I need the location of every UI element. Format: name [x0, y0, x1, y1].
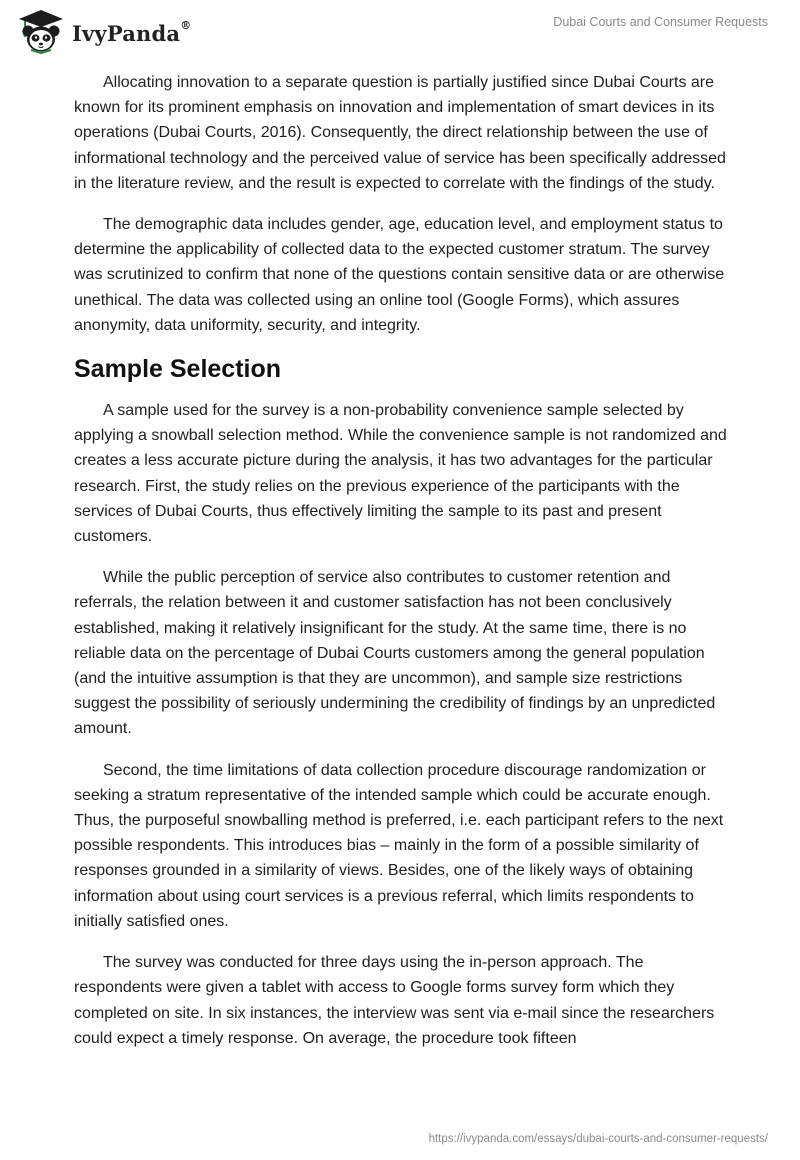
paragraph: Allocating innovation to a separate question is partially justified since Dubai Courts are known for its prominent emphasis on innovation and implementation of smart devices in its operations (Dubai Courts, 2016). Consequently, the direct relationship between the use of informational technology and the perceived value of service has been specifically addressed in the literature review, and the result is expected to correlate with the findings of the study. [74, 74, 726, 192]
paragraph: The survey was conducted for three days using the in-person approach. The respondents were given a tablet with access to Google forms survey form which they completed on site. In six instances, the interview was sent via e-mail since the researchers could expect a timely response. On average, the procedure took fifteen [74, 954, 715, 1047]
paragraph: The demographic data includes gender, age, education level, and employment status to determine the applicability of collected data to the expected customer stratum. The survey was scrutinized to confirm that none of the questions contain sensitive data or are otherwise unethical. The data was collected using an online tool (Google Forms), which assures anonymity, data uniformity, security, and integrity. [74, 216, 725, 334]
panda-graduate-icon [16, 8, 66, 54]
paragraph: Second, the time limitations of data collection procedure discourage randomization or seeking a stratum representative of the intended sample which could be accurate enough. Thus, the purposeful snowballing method is preferred, i.e. each participant refers to the next possible respondents. This introduces bias – mainly in the form of a possible similarity of responses grounded in a similarity of views. Besides, one of the likely ways of obtaining information about using court services is a previous referral, which limits respondents to initially satisfied ones. [74, 761, 724, 930]
paragraph: A sample used for the survey is a non-probability convenience sample selected by applying a snowball selection method. While the convenience sample is not randomized and creates a less accurate picture during the analysis, it has two advantages for the particular research. First, the study relies on the previous experience of the participants with the services of Dubai Courts, thus effectively limiting the sample to its past and present customers. [74, 402, 727, 546]
ivypanda-logo[interactable] [16, 8, 191, 54]
source-url[interactable]: https://ivypanda.com/essays/dubai-courts-and-consumer-requests/ [428, 1133, 768, 1145]
section-heading: Sample Selection [74, 355, 282, 384]
document-title: Dubai Courts and Consumer Requests [553, 15, 768, 29]
registered-mark: ® [180, 18, 192, 32]
brand-name: IvyPanda® [72, 18, 192, 46]
page-header [0, 0, 800, 62]
essay-content [74, 70, 734, 1067]
paragraph: While the public perception of service also contributes to customer retention and referrals, the relation between it and customer satisfaction has not been conclusively established, making it relatively insignificant for the study. At the same time, there is no reliable data on the percentage of Dubai Courts customers among the general population (and the intuitive assumption is that they are uncommon), and sample size restrictions suggest the possibility of seriously undermining the credibility of findings by an unpredicted amount. [74, 569, 716, 738]
